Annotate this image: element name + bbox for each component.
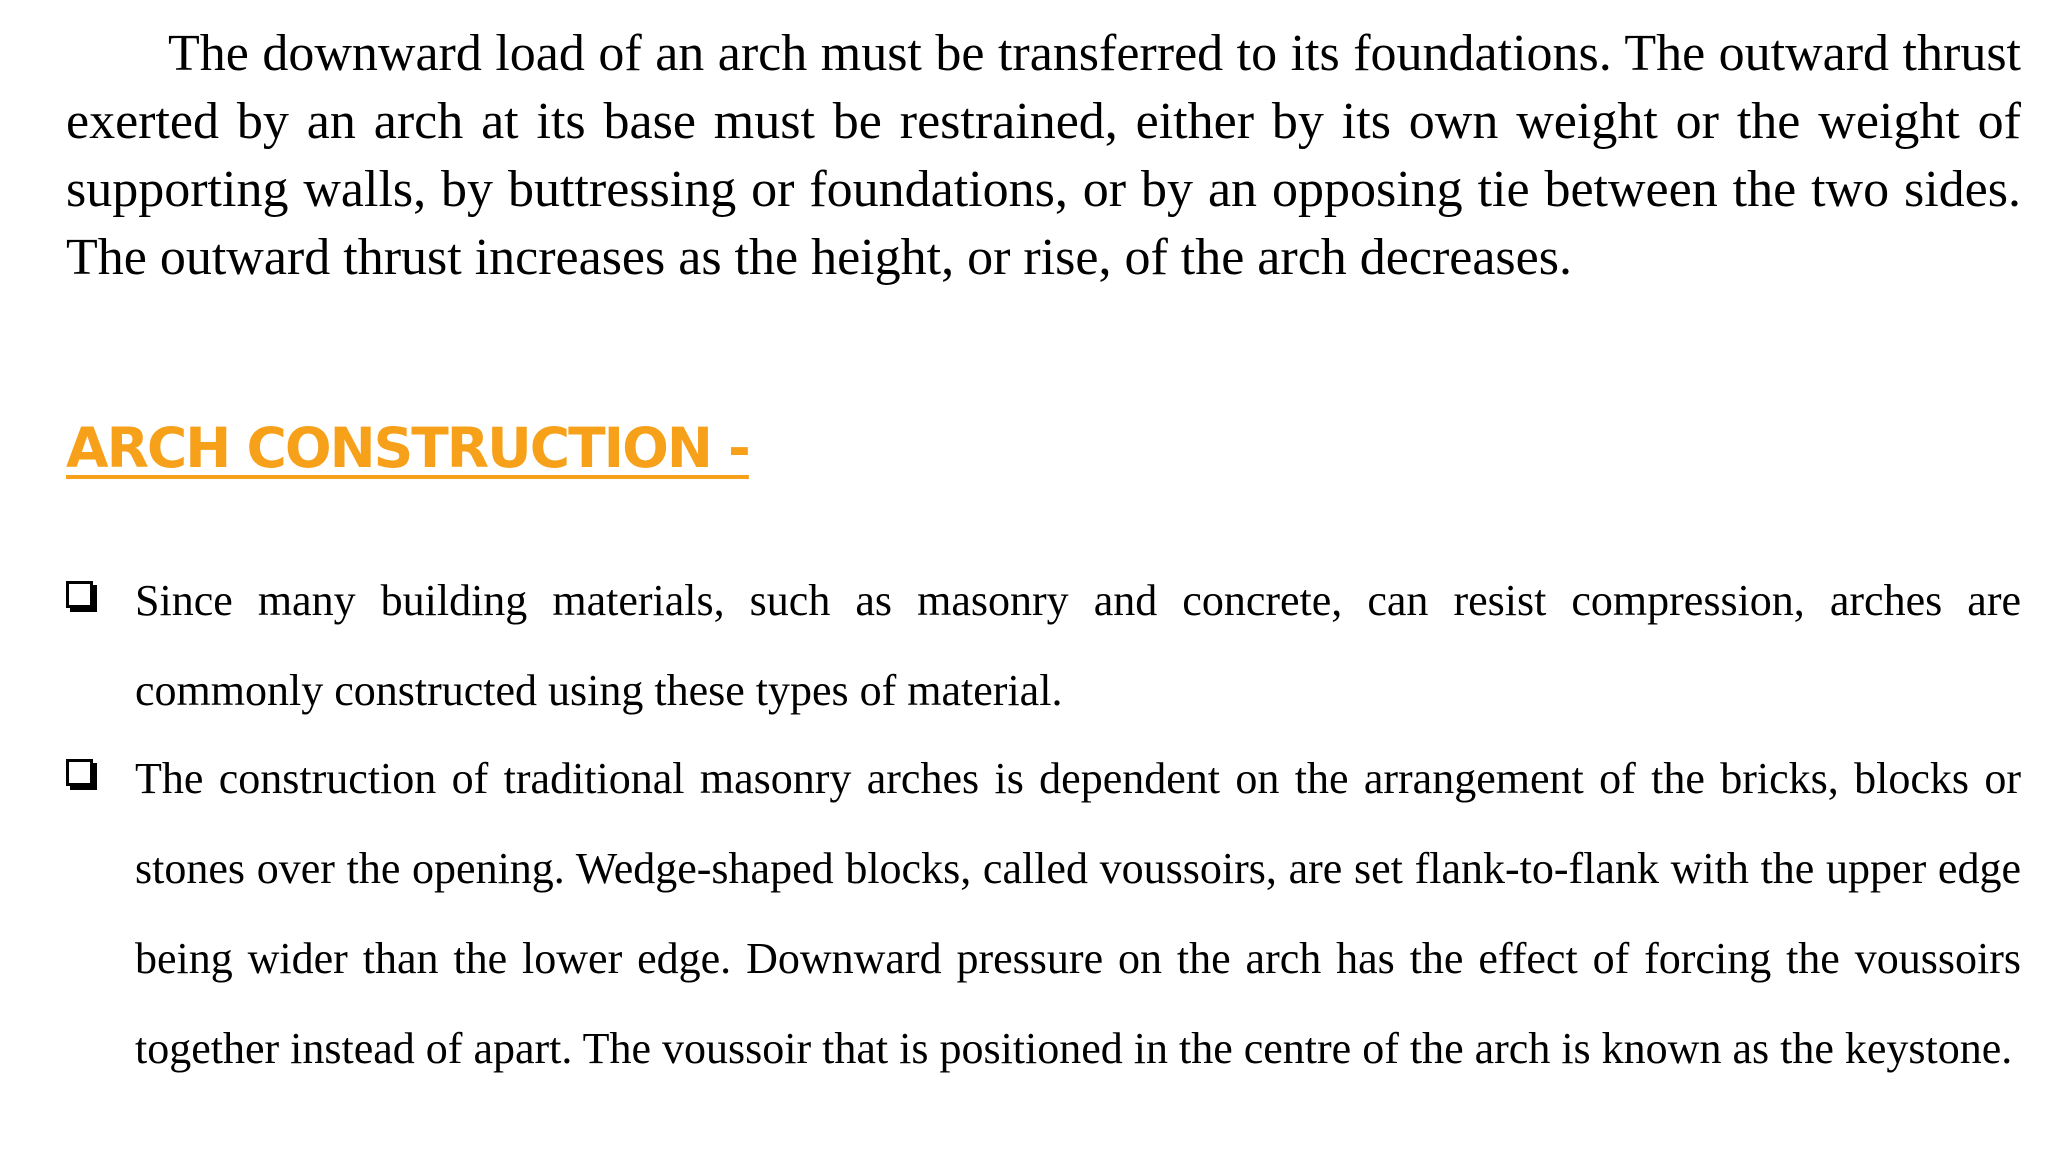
bullet-list <box>66 556 2021 1092</box>
bullet-item <box>66 556 2021 736</box>
checkbox-square-icon <box>66 581 93 608</box>
section-heading: ARCH CONSTRUCTION - <box>66 416 749 480</box>
intro-paragraph: The downward load of an arch must be transferred to its foundations. The outward thrust exerted by an arch at its base must be restrained, either by its own weight or the weight of supporting walls, by buttressing or foundations, or by an opposing tie between the two sides. The outward thrust increases as the height, or rise, of the arch decreases. <box>66 25 2021 286</box>
checkbox-square-icon <box>66 759 93 786</box>
bullet-text: The construction of traditional masonry arches is dependent on the arrangement of the bricks, blocks or stones over the opening. Wedge-shaped blocks, called voussoirs, are set flank-to-flank with the upper edge being wider than the lower edge. Downward pressure on the arch has the effect of forcing the voussoirs together instead of apart. The voussoir that is positioned in the centre of the arch is known as the keystone. <box>135 754 2021 1073</box>
bullet-item <box>66 734 2021 1094</box>
bullet-text: Since many building materials, such as masonry and concrete, can resist compression, arches are commonly constructed using these types of material. <box>135 576 2021 715</box>
